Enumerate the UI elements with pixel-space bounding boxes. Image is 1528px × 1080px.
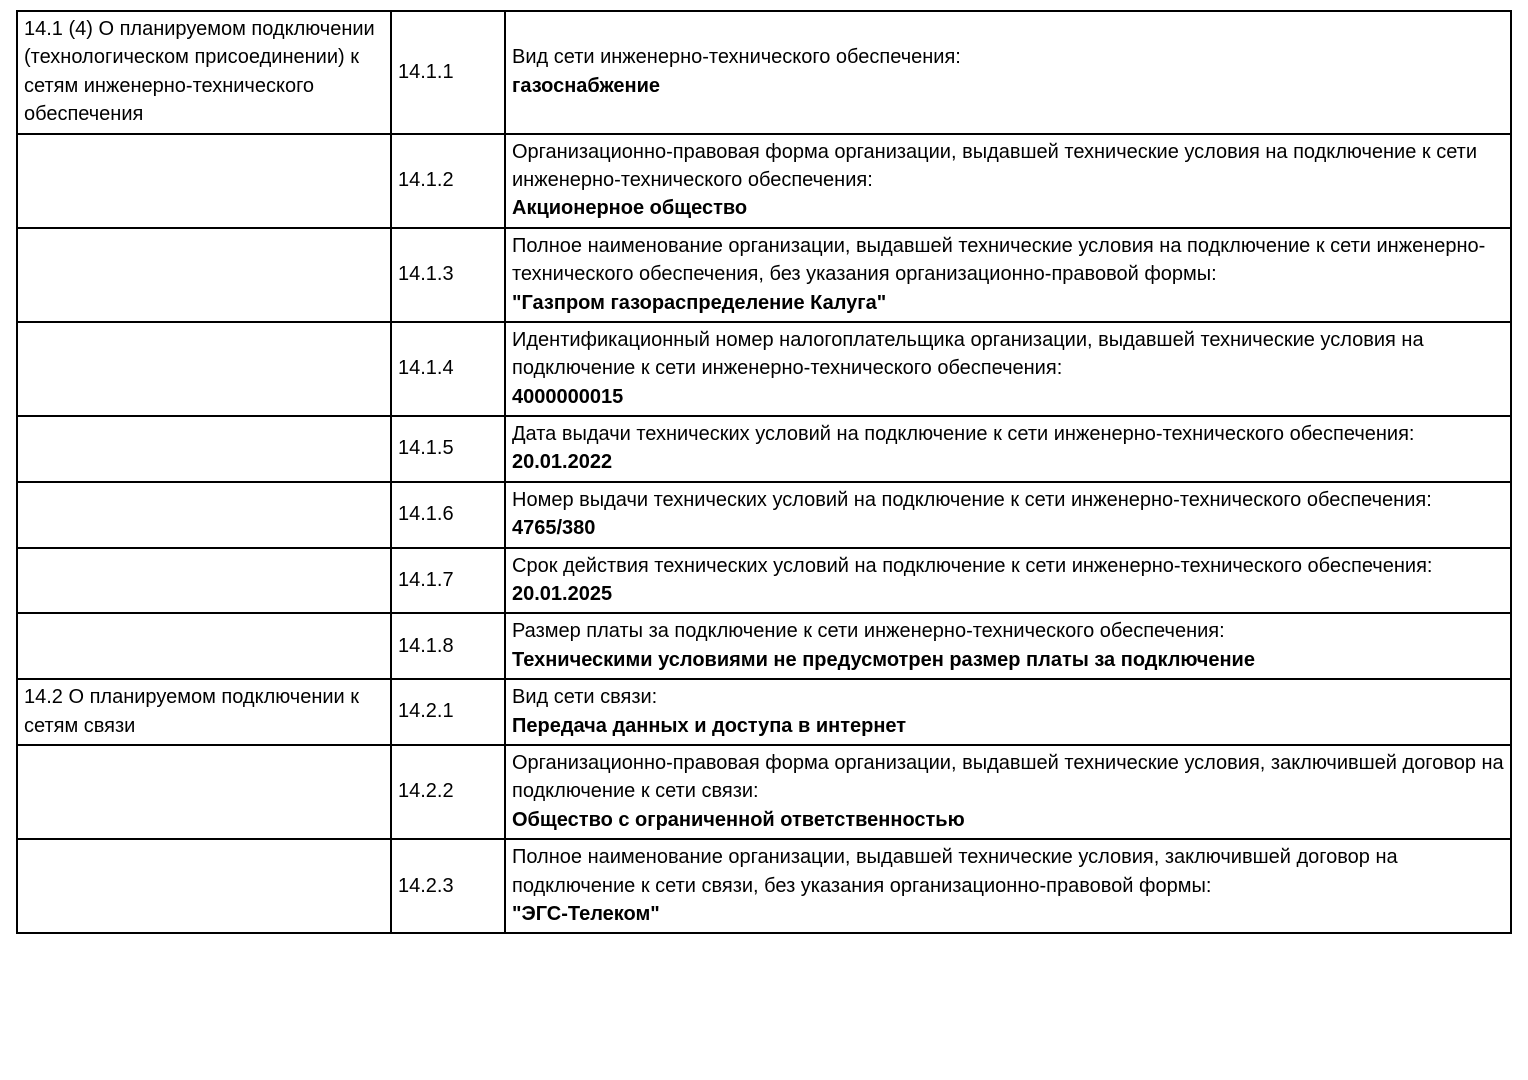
field-label: Срок действия технических условий на подключение к сети инженерно-технического обеспечения:: [512, 554, 1433, 577]
section-cell: [17, 548, 391, 614]
field-value: 4000000015: [512, 385, 624, 408]
field-value: 4765/380: [512, 517, 596, 540]
field-label: Идентификационный номер налогоплательщика организации, выдавшей технические условия на подключение к сети инженерно-технического обеспечения:: [512, 328, 1424, 380]
field-value: 20.01.2025: [512, 583, 613, 606]
table-body: [17, 11, 1511, 933]
table-row: [17, 548, 1511, 614]
field-value: газоснабжение: [512, 74, 661, 97]
section-cell: [17, 228, 391, 322]
field-label: Организационно-правовая форма организации, выдавшей технические условия на подключение к сети инженерно-технического обеспечения:: [512, 140, 1477, 191]
code-cell: 14.1.5: [391, 416, 505, 482]
section-cell: [17, 482, 391, 548]
content-cell: [505, 679, 1511, 745]
field-value: Техническими условиями не предусмотрен размер платы за подключение: [512, 648, 1255, 671]
content-cell: [505, 416, 1511, 482]
section-cell: [17, 613, 391, 679]
code-cell: 14.1.6: [391, 482, 505, 548]
table-row: [17, 839, 1511, 933]
field-value: "ЭГС-Телеком": [512, 902, 660, 925]
section-cell: [17, 322, 391, 416]
code-cell: 14.1.4: [391, 322, 505, 416]
section-cell: [17, 416, 391, 482]
code-cell: 14.1.1: [391, 11, 505, 134]
table-row: [17, 11, 1511, 134]
code-cell: 14.2.2: [391, 745, 505, 839]
section-cell: [17, 745, 391, 839]
content-cell: [505, 548, 1511, 614]
table-row: [17, 482, 1511, 548]
section-cell: 14.2 О планируемом подключении к сетям связи: [17, 679, 391, 745]
code-cell: 14.1.7: [391, 548, 505, 614]
table-row: [17, 228, 1511, 322]
section-cell: 14.1 (4) О планируемом подключении (технологическом присоединении) к сетям инженерно-технического обеспечения: [17, 11, 391, 134]
code-cell: 14.1.8: [391, 613, 505, 679]
code-cell: 14.2.3: [391, 839, 505, 933]
table-row: [17, 613, 1511, 679]
table-row: [17, 322, 1511, 416]
field-label: Дата выдачи технических условий на подключение к сети инженерно-технического обеспечения:: [512, 423, 1415, 446]
section-cell: [17, 839, 391, 933]
field-label: Организационно-правовая форма организации, выдавшей технические условия, заключившей договор на подключение к сети связи:: [512, 751, 1504, 803]
section-cell: [17, 134, 391, 228]
content-cell: [505, 839, 1511, 933]
field-value: Акционерное общество: [512, 197, 748, 220]
code-cell: 14.2.1: [391, 679, 505, 745]
field-value: "Газпром газораспределение Калуга": [512, 291, 887, 314]
field-label: Размер платы за подключение к сети инженерно-технического обеспечения:: [512, 620, 1225, 643]
table-row: [17, 416, 1511, 482]
field-label: Вид сети инженерно-технического обеспечения:: [512, 46, 961, 69]
code-cell: 14.1.2: [391, 134, 505, 228]
content-cell: [505, 228, 1511, 322]
content-cell: [505, 613, 1511, 679]
content-cell: [505, 482, 1511, 548]
table-row: [17, 679, 1511, 745]
field-label: Номер выдачи технических условий на подключение к сети инженерно-технического обеспечения:: [512, 488, 1432, 511]
field-label: Полное наименование организации, выдавшей технические условия на подключение к сети инженерно-технического обеспечения, без указания организационно-правовой формы:: [512, 234, 1486, 286]
field-value: Общество с ограниченной ответственностью: [512, 808, 965, 831]
declaration-table: [16, 10, 1512, 934]
table-row: [17, 134, 1511, 228]
code-cell: 14.1.3: [391, 228, 505, 322]
field-label: Полное наименование организации, выдавшей технические условия, заключившей договор на подключение к сети связи, без указания организационно-правовой формы:: [512, 846, 1398, 897]
field-value: 20.01.2022: [512, 451, 613, 474]
content-cell: [505, 322, 1511, 416]
content-cell: [505, 11, 1511, 134]
field-value: Передача данных и доступа в интернет: [512, 714, 907, 737]
content-cell: [505, 134, 1511, 228]
field-label: Вид сети связи:: [512, 686, 658, 709]
table-row: [17, 745, 1511, 839]
content-cell: [505, 745, 1511, 839]
